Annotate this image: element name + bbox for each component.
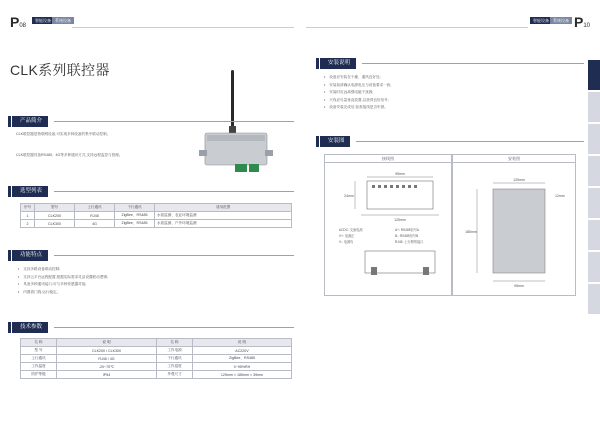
right-page [300,0,600,424]
side-tab [588,92,600,122]
intro-paragraph-2: CLK联控器具备RS485、4G等多种通讯方式,支持远程监控与管理。 [16,153,123,157]
table-row: 上行通讯 RJ45 / 4G 下行通讯 ZigBee、RS485 [21,355,292,363]
dim-right-bottom-label: 95mm [514,284,524,288]
dim-bottom-label: 125mm [394,218,406,222]
list-item: • 设备应安装在干燥、通风良好处; [324,74,574,82]
header-rule [306,27,528,28]
table-row: 工作温度 -20~70℃ 工作湿度 0~95%RH [21,363,292,371]
intro-paragraph-1: CLK联控器是物联网设备,可实现多种设备的集中联动控制。 [16,132,111,136]
left-page-number: P08 [10,14,27,30]
models-table: 序号 型号 上行通讯 下行通讯 适用范围 1 CLK200 RJ45 ZigBee、RS485 水质监测、农业环境监测 2 CLK300 4G ZigBee、RS485 水质监测、户外环境监测 [20,203,292,228]
list-item: • 天线应尽量垂直放置,以获得良好信号; [324,97,574,105]
specs-table: 名 称 说 明 名 称 说 明 型 号 CLK200 / CLK300 工作电源 AC220V 上行通讯 RJ45 / 4G 下行通讯 ZigBee、RS485 工作温度 -20~70℃ 工作湿度 0~95%RH 防护等级 IP54 外观尺寸 125mm × 185mm × 39mm [20,338,292,379]
legend-right-item: RJ45: 上行网络接口 [395,240,424,244]
side-tab [588,124,600,154]
legend-left-item: ACDC: 交流电源 [339,228,363,232]
dim-right-side-label: 185mm [465,230,477,234]
side-tab [588,156,600,186]
table-row: 型 号 CLK200 / CLK300 工作电源 AC220V [21,347,292,355]
section-intro: 产品简介 [8,116,294,127]
side-tabs [588,60,600,316]
wiring-diagram-panel [324,154,452,296]
dim-side-label: 24mm [344,194,354,198]
section-specs: 技术参数 [8,322,294,333]
side-tab [588,284,600,314]
dim-right-small-label: 12mm [555,194,565,198]
category-tag: 智能设备 [530,17,552,24]
list-item: • 支持多路设备联动控制; [18,266,288,274]
legend-right-item: B-: RS485信号B [395,234,419,238]
side-tab [588,188,600,218]
right-page-number: P10 [574,14,591,30]
wiring-diagram-drawing [325,163,453,297]
table-row: 1 CLK200 RJ45 ZigBee、RS485 水质监测、农业环境监测 [21,212,292,220]
dim-right-top-label: 125mm [513,178,525,182]
mount-diagram-drawing [453,163,577,297]
wiring-diagram-title: 接线图 [325,155,451,163]
list-item: • 支持云平台远程配置,根据实际需求灵活设置联动逻辑; [18,274,288,282]
section-install-notes: 安装说明 [316,58,584,69]
header-rule [72,27,294,28]
legend-right-item: A+: RS485信号A [395,228,420,232]
section-install-diagram: 安装图 [316,136,584,147]
side-tab-active [588,60,600,90]
install-notes-list [324,74,574,112]
features-list [18,266,288,296]
list-item: • 安装前请确认电源电压与设备要求一致; [324,82,574,90]
legend-left-item: V-: 电源负 [339,240,354,244]
list-item: • 安装时应远离强电磁干扰源; [324,89,574,97]
legend-left-item: V+: 电源正 [339,234,355,238]
section-features: 功能特点 [8,250,294,261]
dim-top-label: 95mm [395,172,405,176]
side-tab [588,252,600,282]
list-item: • 内置看门狗,运行稳定。 [18,289,288,297]
side-tab [588,220,600,250]
list-item: • 设备安装完成后,检查接线是否牢固。 [324,104,574,112]
product-title: CLK系列联控器 [10,62,110,78]
section-models: 选型列表 [8,186,294,197]
mount-diagram-panel [452,154,576,296]
list-item: • 具备多种通讯接口,可与多种传感器对接; [18,281,288,289]
category-tag: 系统设备 [550,17,572,24]
category-tag: 系统设备 [52,17,74,24]
table-row: 2 CLK300 4G ZigBee、RS485 水质监测、户外环境监测 [21,220,292,228]
device-image [195,68,275,188]
mount-diagram-title: 安装图 [453,155,575,163]
table-row: 防护等级 IP54 外观尺寸 125mm × 185mm × 39mm [21,371,292,379]
category-tag: 智能设备 [32,17,54,24]
